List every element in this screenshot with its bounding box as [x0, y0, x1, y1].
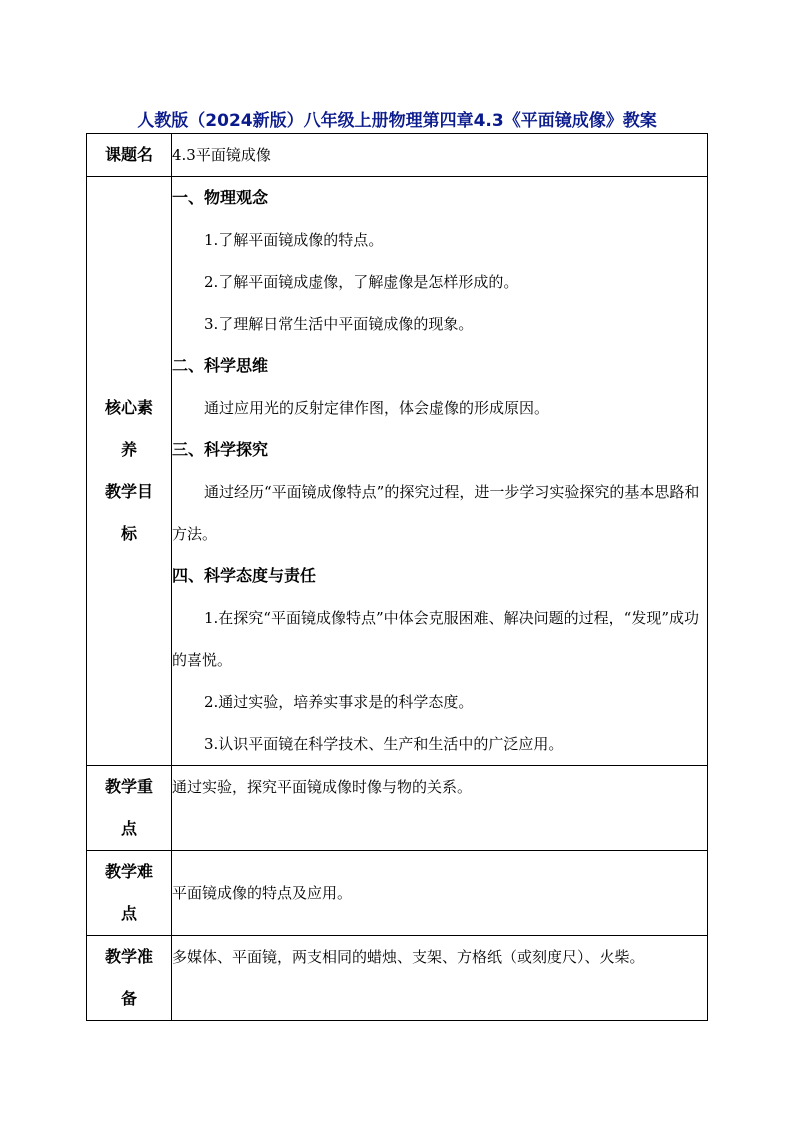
paragraph: 通过应用光的反射定律作图，体会虚像的形成原因。 — [204, 399, 550, 417]
document-title: 人教版（2024新版）八年级上册物理第四章4.3《平面镜成像》教案 — [137, 111, 657, 131]
key-points-value: 通过实验，探究平面镜成像时像与物的关系。 — [172, 766, 708, 851]
preparation-label: 教学准 备 — [87, 936, 172, 1021]
table-row-preparation — [87, 936, 708, 1021]
list-item: 3.认识平面镜在科学技术、生产和生活中的广泛应用。 — [204, 735, 564, 753]
section-heading: 二、科学思维 — [172, 356, 269, 375]
table-row-topic — [87, 134, 708, 177]
topic-label: 课题名 — [87, 134, 172, 177]
table-row-key-points — [87, 766, 708, 851]
section-heading: 一、物理观念 — [172, 188, 269, 207]
difficulties-value: 平面镜成像的特点及应用。 — [172, 851, 708, 936]
preparation-value: 多媒体、平面镜，两支相同的蜡烛、支架、方格纸（或刻度尺）、火柴。 — [172, 936, 708, 1021]
goals-label: 核心素 养 教学目 标 — [87, 177, 172, 766]
topic-value: 4.3平面镜成像 — [172, 134, 708, 177]
goals-content — [172, 177, 708, 766]
section-heading: 四、科学态度与责任 — [172, 566, 317, 585]
list-item: 3.了理解日常生活中平面镜成像的现象。 — [204, 315, 474, 333]
list-item: 2.通过实验，培养实事求是的科学态度。 — [204, 693, 474, 711]
section-heading: 三、科学探究 — [172, 440, 269, 459]
table-row-goals — [87, 177, 708, 766]
list-item: 2.了解平面镜成虚像，了解虚像是怎样形成的。 — [204, 273, 519, 291]
lesson-plan-table — [86, 133, 708, 1021]
difficulties-label: 教学难 点 — [87, 851, 172, 936]
table-row-difficulties — [87, 851, 708, 936]
key-points-label: 教学重 点 — [87, 766, 172, 851]
paragraph: 通过经历“平面镜成像特点”的探究过程，进一步学习实验探究的基本思路和方法。 — [172, 483, 700, 543]
list-item: 1.在探究“平面镜成像特点”中体会克服困难、解决问题的过程，“发现”成功的喜悦。 — [172, 609, 699, 669]
list-item: 1.了解平面镜成像的特点。 — [204, 231, 384, 249]
